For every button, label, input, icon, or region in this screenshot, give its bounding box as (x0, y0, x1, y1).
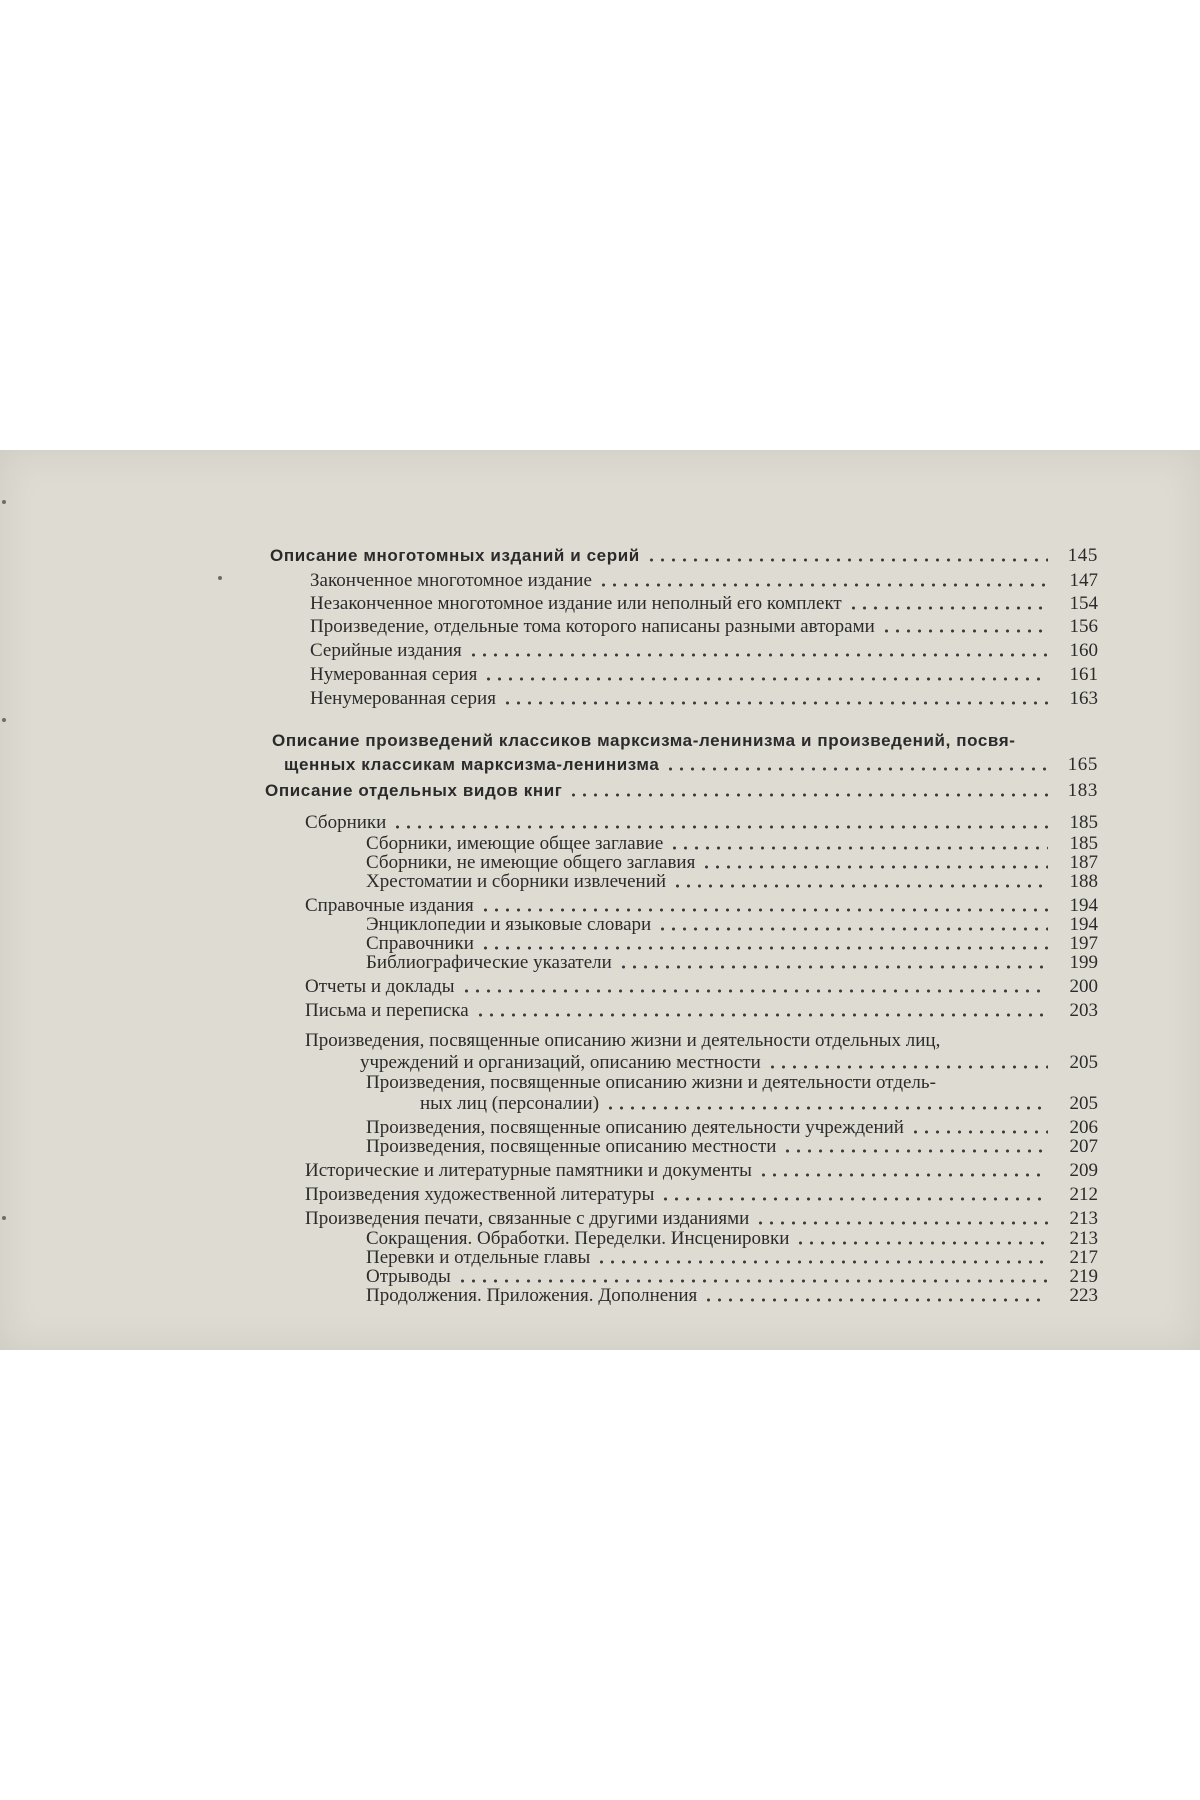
toc-entry-title: Описание отдельных видов книг (265, 781, 563, 800)
toc-entry-title: Серийные издания (310, 640, 462, 661)
dot-leader (672, 884, 1048, 888)
dot-leader (568, 793, 1048, 797)
dot-leader (782, 1149, 1048, 1153)
toc-page-number: 194 (1069, 895, 1098, 916)
toc-page-number: 197 (1069, 933, 1098, 954)
toc-entry-title: Справочники (366, 933, 474, 954)
toc-entry-title: Энциклопедии и языковые словари (366, 914, 652, 935)
toc-page-number: 219 (1069, 1266, 1098, 1287)
toc-entry-title: Законченное многотомное издание (310, 570, 592, 591)
dot-leader (596, 1260, 1048, 1264)
table-of-contents (0, 450, 1200, 1350)
toc-entry-title: Произведение, отдельные тома которого написаны разными авторами (310, 616, 875, 637)
toc-page-number: 161 (1069, 664, 1098, 685)
toc-page-number: 185 (1069, 833, 1098, 854)
toc-entry-title: Произведения, посвященные описанию деятельности учреждений (366, 1117, 904, 1138)
dot-leader (605, 1106, 1048, 1110)
toc-entry-title: Продолжения. Приложения. Дополнения (366, 1285, 698, 1306)
toc-entry-title-continued: щенных классикам марксизма-ленинизма (284, 755, 660, 774)
dot-leader (598, 583, 1048, 587)
book-page (0, 450, 1200, 1350)
toc-page-number: 205 (1069, 1093, 1098, 1114)
dot-leader (457, 1279, 1048, 1283)
dot-leader (657, 927, 1048, 931)
toc-entry-title: Сокращения. Обработки. Переделки. Инсценировки (366, 1228, 790, 1249)
toc-page-number: 145 (1067, 545, 1098, 566)
dot-leader (502, 701, 1048, 705)
toc-entry-title: Произведения, посвященные описанию местности (366, 1136, 777, 1157)
dot-leader (483, 677, 1048, 681)
toc-page-number: 203 (1069, 1000, 1098, 1021)
toc-entry-title: Сборники (305, 812, 387, 833)
toc-entry-title: Произведения, посвященные описанию жизни и деятельности отдель- (366, 1072, 936, 1093)
toc-page-number: 207 (1069, 1136, 1098, 1157)
toc-page-number: 217 (1069, 1247, 1098, 1268)
toc-entry-title: Сборники, не имеющие общего заглавия (366, 852, 696, 873)
toc-entry-title: Произведения художественной литературы (305, 1184, 655, 1205)
toc-page-number: 160 (1069, 640, 1098, 661)
dot-leader (881, 629, 1048, 633)
dot-leader (701, 865, 1048, 869)
toc-page-number: 156 (1069, 616, 1098, 637)
dot-leader (475, 1013, 1048, 1017)
dot-leader (618, 965, 1048, 969)
toc-entry-title: Перевки и отдельные главы (366, 1247, 591, 1268)
toc-entry-title: Нумерованная серия (310, 664, 478, 685)
toc-page-number: 213 (1069, 1228, 1098, 1249)
dot-leader (392, 825, 1048, 829)
dot-leader (910, 1130, 1048, 1134)
toc-entry-title: Описание многотомных изданий и серий (270, 546, 640, 565)
toc-entry-title: Отчеты и доклады (305, 976, 455, 997)
toc-entry-title: Сборники, имеющие общее заглавие (366, 833, 664, 854)
dot-leader (468, 653, 1048, 657)
toc-entry-title: Отрыводы (366, 1266, 451, 1287)
toc-page-number: 187 (1069, 852, 1098, 873)
toc-page-number: 165 (1067, 754, 1098, 775)
toc-entry-title: Письма и переписка (305, 1000, 469, 1021)
toc-page-number: 147 (1069, 570, 1098, 591)
toc-page-number: 154 (1069, 593, 1098, 614)
toc-entry-title: Описание произведений классиков марксизма-ленинизма и произведений, посвя- (272, 731, 1016, 750)
toc-page-number: 209 (1069, 1160, 1098, 1181)
toc-page-number: 188 (1069, 871, 1098, 892)
toc-entry-title: Библиографические указатели (366, 952, 612, 973)
dot-leader (646, 558, 1048, 562)
toc-entry-title: Хрестоматии и сборники извлечений (366, 871, 667, 892)
dot-leader (795, 1241, 1048, 1245)
toc-page-number: 163 (1069, 688, 1098, 709)
dot-leader (480, 946, 1048, 950)
toc-page-number: 212 (1069, 1184, 1098, 1205)
dot-leader (480, 908, 1048, 912)
toc-entry-title: Произведения, посвященные описанию жизни и деятельности отдельных лиц, (305, 1030, 941, 1051)
toc-entry-title-continued: ных лиц (персоналии) (420, 1093, 600, 1114)
toc-page-number: 200 (1069, 976, 1098, 997)
toc-page-number: 185 (1069, 812, 1098, 833)
dot-leader (461, 989, 1049, 993)
dot-leader (767, 1065, 1048, 1069)
dot-leader (755, 1221, 1048, 1225)
toc-entry-title-continued: учреждений и организаций, описанию местности (360, 1052, 761, 1073)
toc-entry-title: Произведения печати, связанные с другими изданиями (305, 1208, 750, 1229)
dot-leader (703, 1298, 1048, 1302)
dot-leader (660, 1197, 1048, 1201)
toc-page-number: 199 (1069, 952, 1098, 973)
dot-leader (665, 767, 1048, 771)
dot-leader (848, 606, 1048, 610)
toc-page-number: 213 (1069, 1208, 1098, 1229)
toc-entry-title: Справочные издания (305, 895, 474, 916)
toc-page-number: 183 (1067, 780, 1098, 801)
toc-entry-title: Незаконченное многотомное издание или неполный его комплект (310, 593, 842, 614)
dot-leader (669, 846, 1048, 850)
dot-leader (758, 1173, 1048, 1177)
toc-page-number: 223 (1069, 1285, 1098, 1306)
toc-page-number: 206 (1069, 1117, 1098, 1138)
toc-entry-title: Исторические и литературные памятники и документы (305, 1160, 752, 1181)
toc-page-number: 194 (1069, 914, 1098, 935)
toc-page-number: 205 (1069, 1052, 1098, 1073)
toc-entry-title: Ненумерованная серия (310, 688, 496, 709)
